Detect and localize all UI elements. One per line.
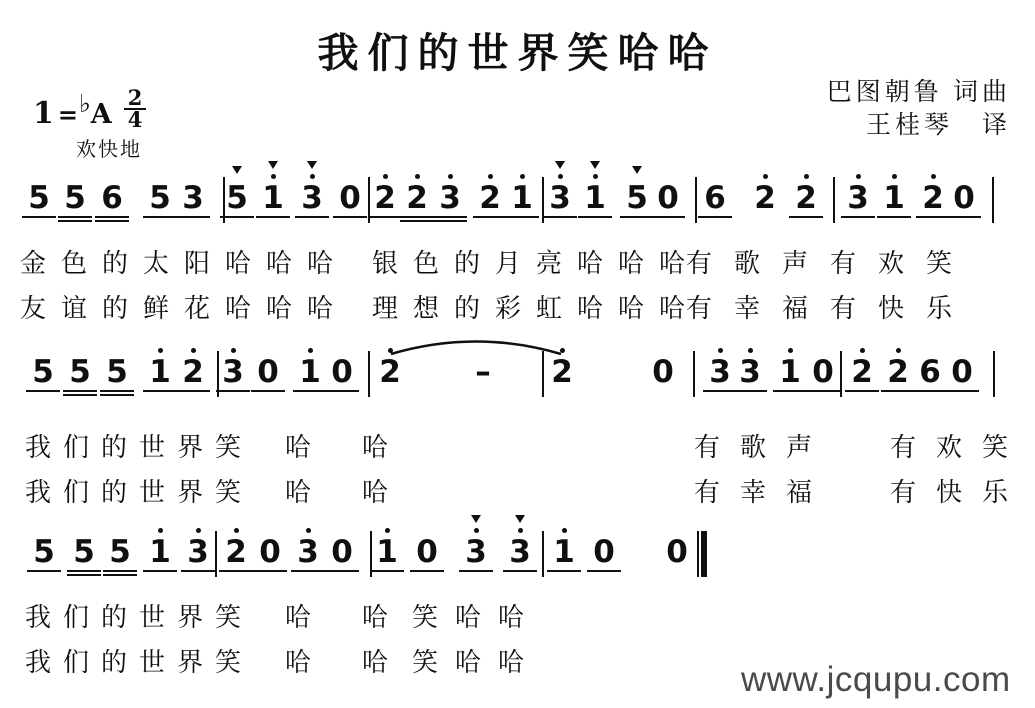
tempo-marking: 欢快地 <box>76 139 142 161</box>
lyric-segment: 哈 <box>362 603 403 632</box>
staccato-icon <box>268 161 278 169</box>
lyric-segment: 哈 <box>285 433 326 462</box>
octave-dot-icon <box>558 174 563 179</box>
note-digit: 5 <box>64 180 86 216</box>
note-digit: 0 <box>953 180 975 216</box>
barline <box>368 351 370 397</box>
note-digit: 2 <box>379 354 401 390</box>
lyric-segment: 有欢笑 <box>890 433 1029 462</box>
final-barline-thick <box>701 531 707 577</box>
octave-dot-icon <box>474 528 479 533</box>
octave-dot-icon <box>383 174 388 179</box>
dash-extension <box>465 356 501 389</box>
note-digit: 1 <box>299 354 321 390</box>
octave-dot-icon <box>931 174 936 179</box>
note-digit: 0 <box>812 354 834 390</box>
note-digit: 5 <box>109 534 131 570</box>
note-digit: 2 <box>795 180 817 216</box>
note-digit: 5 <box>626 180 648 216</box>
rest <box>586 536 622 569</box>
note-1 <box>369 536 405 569</box>
octave-dot-icon <box>788 348 793 353</box>
rest <box>805 356 841 389</box>
equals-sign: = <box>57 100 78 129</box>
note-digit: 1 <box>149 534 171 570</box>
note-5 <box>219 182 255 215</box>
note-2 <box>472 182 508 215</box>
note-digit: 6 <box>704 180 726 216</box>
flat-icon: ♭ <box>78 89 91 118</box>
final-barline <box>697 531 699 577</box>
note-digit: 3 <box>465 534 487 570</box>
credit-composer: 巴图朝鲁 词曲 <box>826 79 1011 106</box>
octave-dot-icon <box>196 528 201 533</box>
note-2 <box>544 356 580 389</box>
note-5 <box>66 536 102 569</box>
lyric-segment: 哈 <box>285 603 326 632</box>
octave-dot-icon <box>234 528 239 533</box>
octave-dot-icon <box>488 174 493 179</box>
octave-dot-icon <box>718 348 723 353</box>
note-2 <box>218 536 254 569</box>
octave-dot-icon <box>804 174 809 179</box>
note-digit: 6 <box>101 180 123 216</box>
lyric-segment: 我们的世界笑 <box>25 648 254 677</box>
note-digit: 3 <box>222 354 244 390</box>
note-6 <box>912 356 948 389</box>
lyric-segment: 银色的月亮哈哈哈 <box>372 249 701 278</box>
note-digit: 2 <box>922 180 944 216</box>
note-6 <box>94 182 130 215</box>
note-digit: 1 <box>511 180 533 216</box>
octave-dot-icon <box>856 174 861 179</box>
note-digit: 5 <box>106 354 128 390</box>
note-digit: 0 <box>331 354 353 390</box>
note-2 <box>399 182 435 215</box>
note-digit: 3 <box>509 534 531 570</box>
note-digit: 2 <box>406 180 428 216</box>
lyric-segment: 哈 <box>285 648 326 677</box>
rest <box>252 536 288 569</box>
rest <box>944 356 980 389</box>
note-1 <box>504 182 540 215</box>
note-digit: 3 <box>709 354 731 390</box>
octave-dot-icon <box>158 348 163 353</box>
octave-dot-icon <box>748 348 753 353</box>
note-digit: 0 <box>257 354 279 390</box>
note-digit: 2 <box>887 354 909 390</box>
note-digit: – <box>475 354 491 390</box>
note-digit: 3 <box>187 534 209 570</box>
note-2 <box>880 356 916 389</box>
staccato-icon <box>471 515 481 523</box>
barline <box>833 177 835 223</box>
note-digit: 0 <box>666 534 688 570</box>
note-digit: 1 <box>149 354 171 390</box>
staccato-icon <box>632 166 642 174</box>
note-digit: 3 <box>297 534 319 570</box>
note-digit: 5 <box>28 180 50 216</box>
key-signature <box>33 85 146 132</box>
octave-dot-icon <box>448 174 453 179</box>
octave-dot-icon <box>763 174 768 179</box>
lyric-segment: 友谊的鲜花哈哈哈 <box>20 294 349 323</box>
lyric-segment: 笑哈哈 <box>412 603 542 632</box>
lyric-segment: 有歌声 <box>694 433 833 462</box>
note-digit: 2 <box>479 180 501 216</box>
note-digit: 2 <box>851 354 873 390</box>
staccato-icon <box>555 161 565 169</box>
rest <box>659 536 695 569</box>
note-1 <box>292 356 328 389</box>
meter-numerator: 2 <box>124 88 147 110</box>
note-digit: 3 <box>739 354 761 390</box>
note-3 <box>732 356 768 389</box>
note-digit: 0 <box>259 534 281 570</box>
credit-translator: 王桂琴 译 <box>865 112 1011 139</box>
octave-dot-icon <box>191 348 196 353</box>
octave-dot-icon <box>231 348 236 353</box>
octave-dot-icon <box>896 348 901 353</box>
note-digit: 5 <box>32 354 54 390</box>
staccato-icon <box>307 161 317 169</box>
octave-dot-icon <box>306 528 311 533</box>
note-digit: 3 <box>439 180 461 216</box>
key-numeral: 1 <box>33 96 54 131</box>
note-digit: 2 <box>754 180 776 216</box>
rest <box>250 356 286 389</box>
note-digit: 3 <box>182 180 204 216</box>
note-digit: 0 <box>331 534 353 570</box>
note-3 <box>290 536 326 569</box>
barline <box>693 351 695 397</box>
lyric-segment: 哈 <box>362 478 403 507</box>
note-digit: 1 <box>584 180 606 216</box>
credits <box>827 76 1011 142</box>
note-digit: 2 <box>374 180 396 216</box>
note-digit: 1 <box>376 534 398 570</box>
note-5 <box>142 182 178 215</box>
note-3 <box>294 182 330 215</box>
note-2 <box>844 356 880 389</box>
note-5 <box>99 356 135 389</box>
note-5 <box>26 536 62 569</box>
note-1 <box>142 536 178 569</box>
octave-dot-icon <box>310 174 315 179</box>
key-letter: A <box>90 99 112 130</box>
note-digit: 3 <box>301 180 323 216</box>
octave-dot-icon <box>415 174 420 179</box>
note-5 <box>21 182 57 215</box>
staccato-icon <box>590 161 600 169</box>
note-digit: 1 <box>779 354 801 390</box>
note-digit: 5 <box>226 180 248 216</box>
watermark: www.jcqupu.com <box>741 660 1011 699</box>
song-title: 我们的世界笑哈哈 <box>317 30 718 76</box>
barline <box>215 531 217 577</box>
lyric-segment: 有歌声有欢笑 <box>686 249 975 278</box>
rest <box>324 536 360 569</box>
note-digit: 2 <box>551 354 573 390</box>
note-5 <box>57 182 93 215</box>
barline <box>542 531 544 577</box>
lyric-segment: 我们的世界笑 <box>25 603 254 632</box>
note-digit: 3 <box>847 180 869 216</box>
rest <box>409 536 445 569</box>
note-3 <box>215 356 251 389</box>
octave-dot-icon <box>892 174 897 179</box>
note-digit: 0 <box>593 534 615 570</box>
note-digit: 5 <box>33 534 55 570</box>
note-3 <box>175 182 211 215</box>
note-1 <box>876 182 912 215</box>
note-digit: 1 <box>262 180 284 216</box>
rest <box>324 356 360 389</box>
lyric-segment: 哈 <box>362 433 403 462</box>
lyric-segment: 我们的世界笑 <box>25 478 254 507</box>
rest <box>645 356 681 389</box>
note-5 <box>25 356 61 389</box>
note-digit: 6 <box>919 354 941 390</box>
note-2 <box>788 182 824 215</box>
note-2 <box>175 356 211 389</box>
rest <box>946 182 982 215</box>
lyric-segment: 理想的彩虹哈哈哈 <box>372 294 701 323</box>
note-1 <box>772 356 808 389</box>
lyric-segment: 有幸福 <box>694 478 833 507</box>
lyric-segment: 有幸福有快乐 <box>686 294 975 323</box>
octave-dot-icon <box>562 528 567 533</box>
octave-dot-icon <box>385 528 390 533</box>
rest <box>332 182 368 215</box>
note-1 <box>255 182 291 215</box>
note-digit: 5 <box>149 180 171 216</box>
note-3 <box>180 536 216 569</box>
barline <box>992 177 994 223</box>
lyric-segment: 哈 <box>362 648 403 677</box>
octave-dot-icon <box>593 174 598 179</box>
note-digit: 1 <box>553 534 575 570</box>
staccato-icon <box>515 515 525 523</box>
barline <box>840 351 842 397</box>
lyric-segment: 我们的世界笑 <box>25 433 254 462</box>
note-1 <box>142 356 178 389</box>
note-digit: 3 <box>549 180 571 216</box>
octave-dot-icon <box>158 528 163 533</box>
note-digit: 5 <box>69 354 91 390</box>
note-6 <box>697 182 733 215</box>
octave-dot-icon <box>860 348 865 353</box>
note-digit: 5 <box>73 534 95 570</box>
octave-dot-icon <box>518 528 523 533</box>
note-2 <box>367 182 403 215</box>
note-1 <box>546 536 582 569</box>
note-digit: 0 <box>339 180 361 216</box>
note-5 <box>102 536 138 569</box>
note-digit: 0 <box>951 354 973 390</box>
note-3 <box>542 182 578 215</box>
note-digit: 0 <box>416 534 438 570</box>
note-digit: 1 <box>883 180 905 216</box>
note-5 <box>62 356 98 389</box>
note-digit: 0 <box>652 354 674 390</box>
note-digit: 2 <box>182 354 204 390</box>
note-digit: 0 <box>657 180 679 216</box>
note-3 <box>502 536 538 569</box>
note-2 <box>747 182 783 215</box>
staccato-icon <box>232 166 242 174</box>
tie-arc <box>388 336 564 356</box>
octave-dot-icon <box>308 348 313 353</box>
octave-dot-icon <box>520 174 525 179</box>
note-3 <box>432 182 468 215</box>
note-3 <box>840 182 876 215</box>
lyric-segment: 笑哈哈 <box>412 648 542 677</box>
lyric-segment: 哈 <box>285 478 326 507</box>
note-3 <box>458 536 494 569</box>
note-2 <box>372 356 408 389</box>
lyric-segment: 有快乐 <box>890 478 1029 507</box>
note-digit: 2 <box>225 534 247 570</box>
lyric-segment: 金色的太阳哈哈哈 <box>20 249 349 278</box>
meter-denominator: 4 <box>127 107 143 132</box>
time-signature <box>124 85 147 132</box>
barline <box>993 351 995 397</box>
octave-dot-icon <box>271 174 276 179</box>
rest <box>650 182 686 215</box>
note-1 <box>577 182 613 215</box>
